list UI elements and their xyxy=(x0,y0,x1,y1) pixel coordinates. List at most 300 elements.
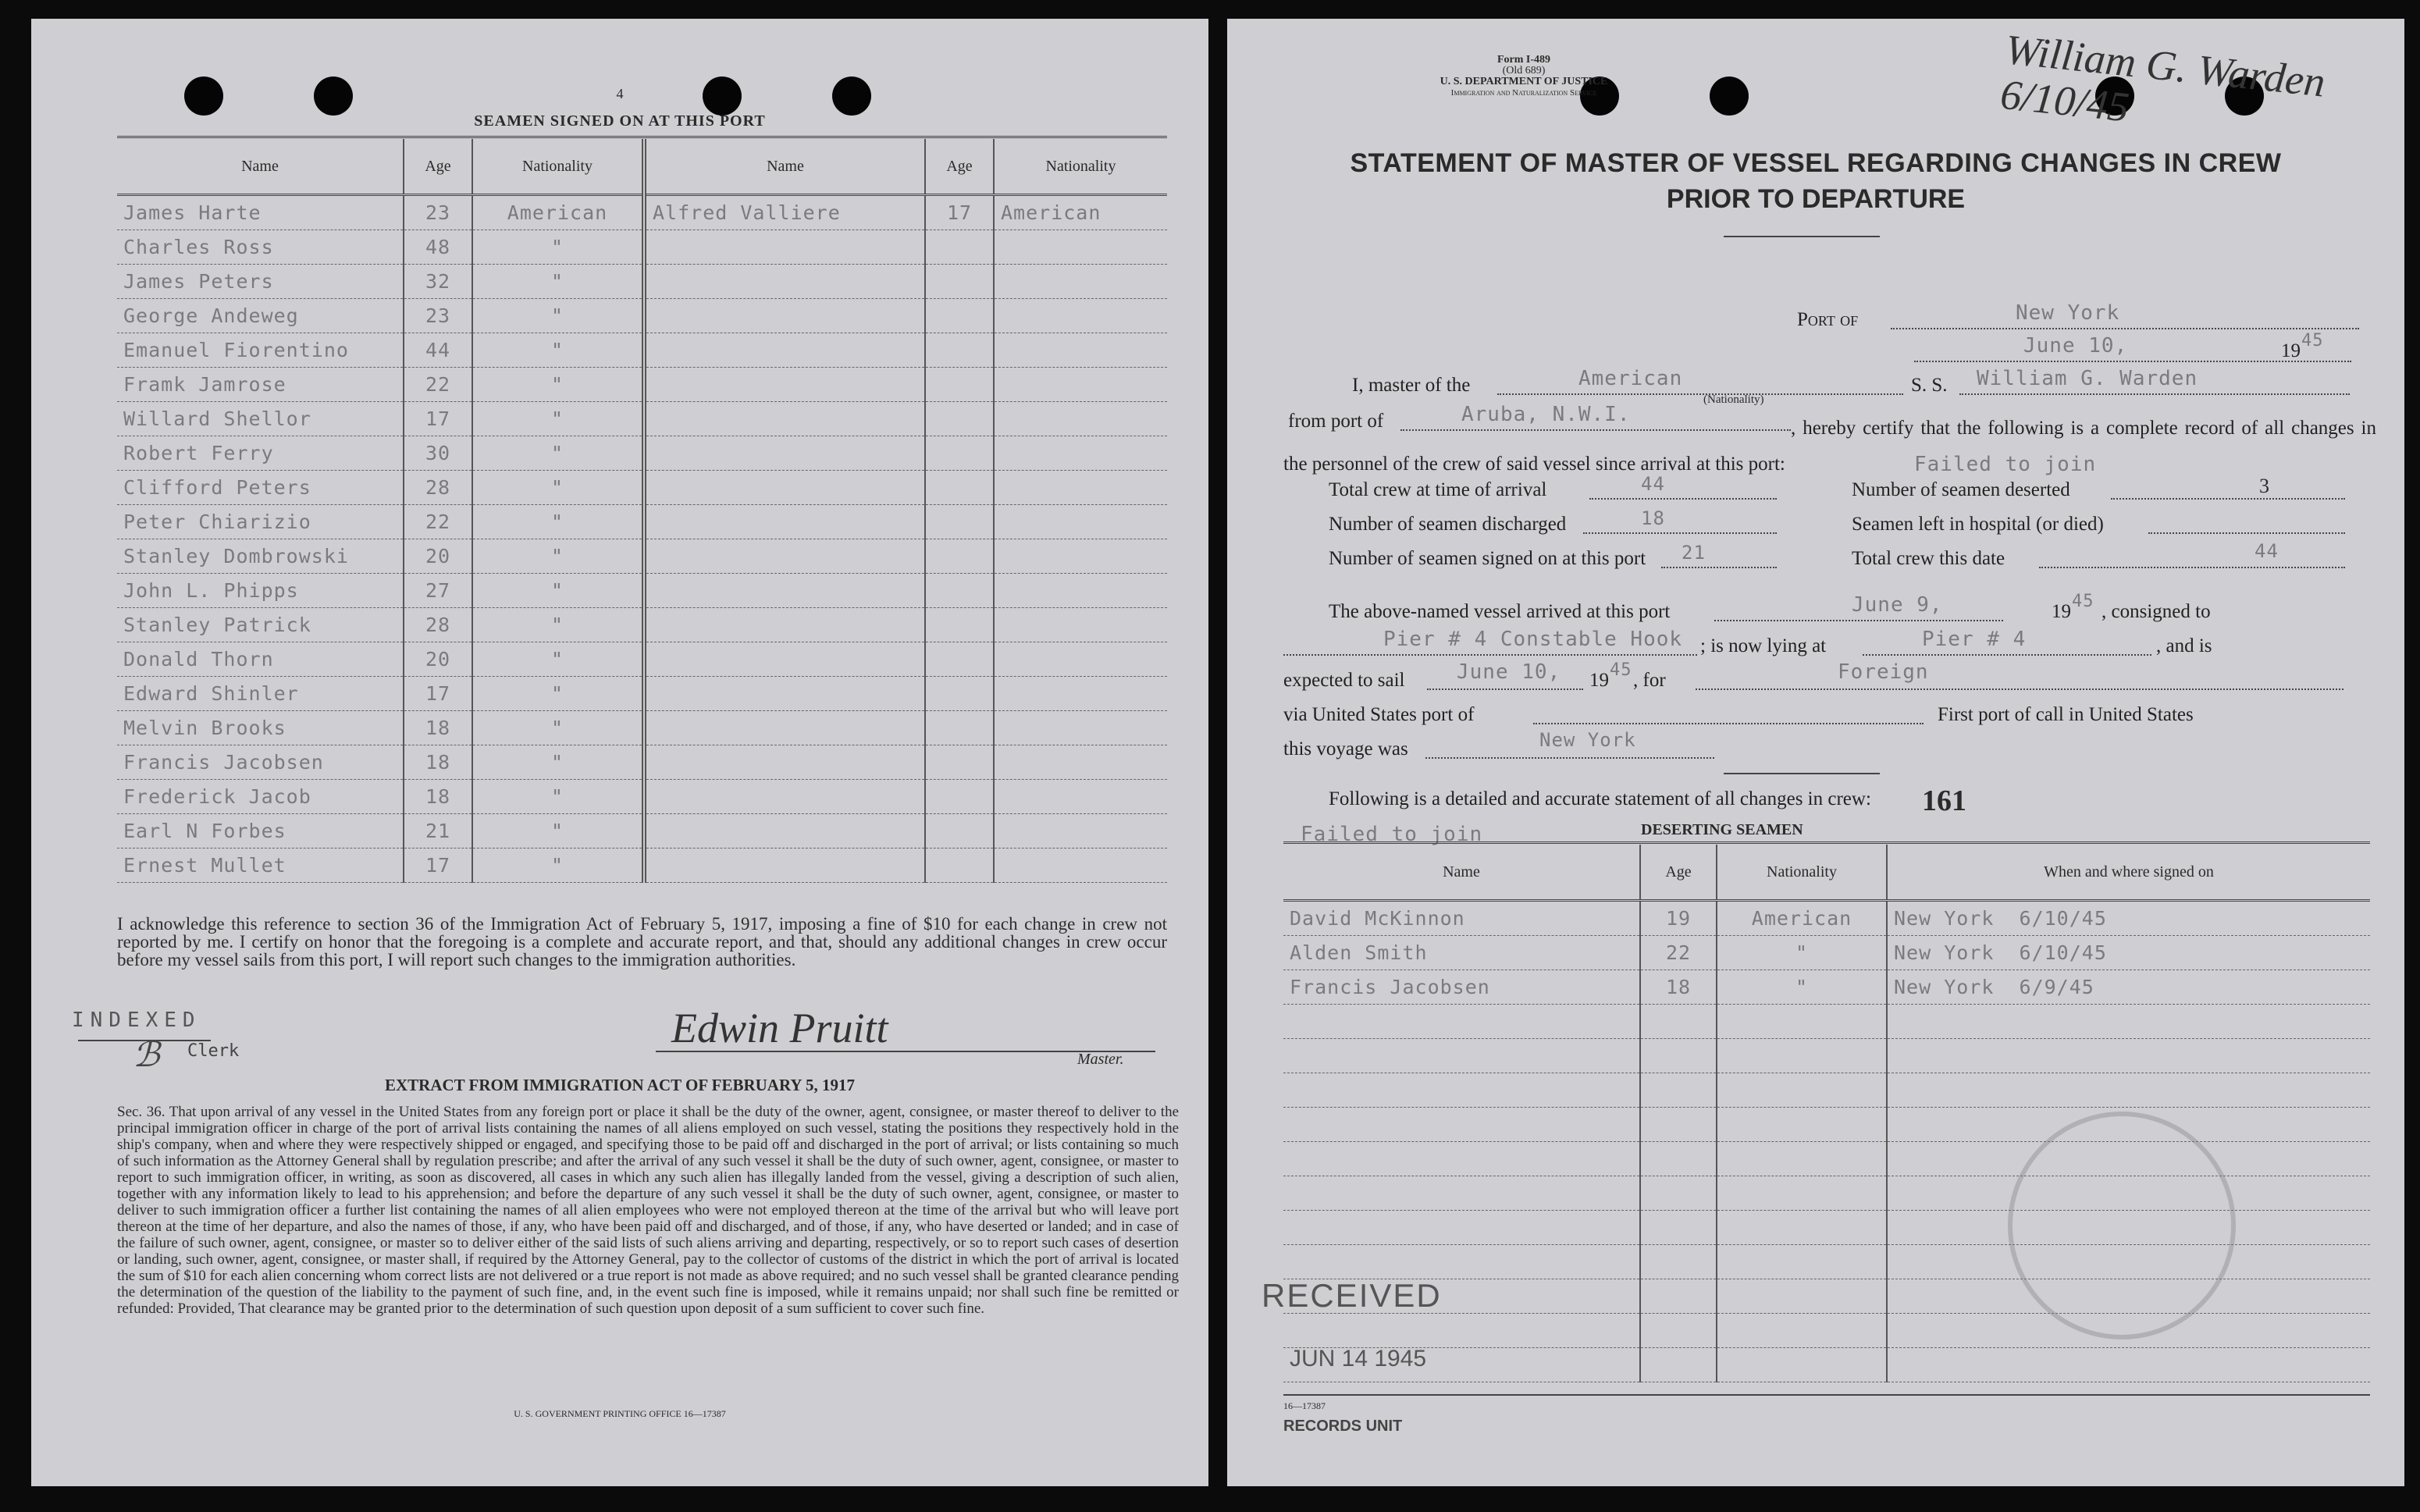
seaman-age xyxy=(925,368,994,402)
seaman-age xyxy=(925,505,994,539)
seaman-age: 20 xyxy=(404,642,472,677)
footer-rule xyxy=(1283,1394,2370,1396)
deserter-name xyxy=(1283,1314,1640,1348)
seaman-nationality xyxy=(994,299,1167,333)
table-row xyxy=(1283,970,2370,1005)
via-label: via United States port of xyxy=(1283,704,1475,725)
seaman-name: Donald Thorn xyxy=(117,642,404,677)
seaman-age: 48 xyxy=(404,230,472,265)
table-row xyxy=(117,368,1167,402)
seaman-name xyxy=(644,265,925,299)
signed-on-place: New York xyxy=(1894,941,1995,964)
seaman-nationality: " xyxy=(472,642,644,677)
seaman-age: 28 xyxy=(404,471,472,505)
form-header xyxy=(1407,55,1641,98)
seaman-nationality: " xyxy=(472,677,644,711)
deserter-name xyxy=(1283,1039,1640,1073)
seaman-nationality xyxy=(994,642,1167,677)
seaman-age xyxy=(925,333,994,368)
seaman-age xyxy=(925,230,994,265)
deserter-nationality xyxy=(1717,1005,1887,1039)
deserter-nationality xyxy=(1717,1176,1887,1211)
col-nationality: Nationality xyxy=(1717,845,1887,901)
via-line xyxy=(1533,723,1924,724)
seaman-age xyxy=(925,711,994,745)
seaman-age xyxy=(925,745,994,780)
deserter-name xyxy=(1283,1005,1640,1039)
deserter-age xyxy=(1640,1279,1717,1314)
col-nationality-2: Nationality xyxy=(994,139,1167,195)
total-crew-date-label: Total crew this date xyxy=(1852,548,2005,569)
seaman-name: Frederick Jacob xyxy=(117,780,404,814)
lying-line xyxy=(1863,654,2151,656)
seaman-nationality: American xyxy=(994,195,1167,230)
signed-on-date: 6/10/45 xyxy=(2019,907,2107,930)
consigned-value: Pier # 4 Constable Hook xyxy=(1383,628,1683,651)
seaman-name: Stanley Patrick xyxy=(117,608,404,642)
deserter-signed-on xyxy=(1887,901,2370,936)
seaman-nationality xyxy=(994,711,1167,745)
seaman-name: Stanley Dombrowski xyxy=(117,539,404,574)
seaman-age: 18 xyxy=(404,745,472,780)
table-row xyxy=(117,471,1167,505)
seaman-nationality xyxy=(994,368,1167,402)
deserter-name xyxy=(1283,1073,1640,1108)
signed-on-place: New York xyxy=(1894,976,1995,998)
total-crew-date-value: 44 xyxy=(2255,540,2279,562)
deserter-nationality xyxy=(1717,1142,1887,1176)
deserter-name xyxy=(1283,1211,1640,1245)
seaman-name xyxy=(644,333,925,368)
arrived-year: 45 xyxy=(2072,592,2094,611)
signed-on-date: 6/10/45 xyxy=(2019,941,2107,964)
stat-line xyxy=(1589,498,1777,500)
seaman-name: John L. Phipps xyxy=(117,574,404,608)
deserter-name: David McKinnon xyxy=(1283,901,1640,936)
seaman-nationality: " xyxy=(472,402,644,436)
table-row xyxy=(117,780,1167,814)
seaman-name xyxy=(644,711,925,745)
seaman-name: Edward Shinler xyxy=(117,677,404,711)
following-label: Following is a detailed and accurate statement of all changes in crew: xyxy=(1329,788,1871,809)
seaman-nationality: " xyxy=(472,230,644,265)
seaman-age xyxy=(925,265,994,299)
voyage-label: this voyage was xyxy=(1283,738,1408,760)
deserter-age xyxy=(1640,1245,1717,1279)
deserter-nationality xyxy=(1717,1211,1887,1245)
seaman-nationality: " xyxy=(472,814,644,848)
col-age-2: Age xyxy=(925,139,994,195)
clerk-label: Clerk xyxy=(187,1041,240,1061)
deserter-age xyxy=(1640,1176,1717,1211)
stat-line xyxy=(2148,532,2345,534)
table-row xyxy=(117,299,1167,333)
seaman-name xyxy=(644,677,925,711)
deserter-age: 18 xyxy=(1640,970,1717,1005)
seaman-nationality xyxy=(994,848,1167,883)
seaman-nationality: " xyxy=(472,265,644,299)
signed-on-date: 6/9/45 xyxy=(2019,976,2094,998)
title-rule xyxy=(1724,236,1880,237)
seaman-nationality: " xyxy=(472,711,644,745)
arrived-date: June 9, xyxy=(1852,593,1943,617)
seaman-age: 27 xyxy=(404,574,472,608)
deserter-name xyxy=(1283,1176,1640,1211)
seaman-nationality xyxy=(994,471,1167,505)
deserter-nationality: " xyxy=(1717,936,1887,970)
seaman-nationality xyxy=(994,265,1167,299)
seaman-nationality: " xyxy=(472,608,644,642)
seaman-nationality xyxy=(994,436,1167,471)
table-row xyxy=(117,265,1167,299)
nationality-value: American xyxy=(1578,367,1683,390)
seaman-nationality: " xyxy=(472,299,644,333)
certify-text: , hereby certify that the following is a complete record of all changes in the personnel of the crew of said vessel since arrival at this port: xyxy=(1283,418,2376,475)
total-crew-arrival-value: 44 xyxy=(1641,473,1665,495)
table-row xyxy=(1283,1348,2370,1382)
table-row xyxy=(117,677,1167,711)
col-name: Name xyxy=(117,139,404,195)
seaman-name: James Peters xyxy=(117,265,404,299)
seaman-name xyxy=(644,436,925,471)
deserter-signed-on xyxy=(1887,1348,2370,1382)
seaman-name: Melvin Brooks xyxy=(117,711,404,745)
arrived-line xyxy=(1714,620,2003,621)
col-age: Age xyxy=(1640,845,1717,901)
seaman-age: 18 xyxy=(404,711,472,745)
deserter-nationality: American xyxy=(1717,901,1887,936)
seaman-name xyxy=(644,230,925,265)
table-row xyxy=(1283,1073,2370,1108)
stat-line xyxy=(2111,498,2345,500)
table-row xyxy=(117,436,1167,471)
seaman-age xyxy=(925,642,994,677)
sail-date: June 10, xyxy=(1457,660,1561,684)
table-row xyxy=(117,505,1167,539)
arrived-year-prefix: 19 xyxy=(2052,601,2071,622)
deserter-nationality xyxy=(1717,1108,1887,1142)
deserter-nationality xyxy=(1717,1245,1887,1279)
seaman-age xyxy=(925,780,994,814)
seaman-age: 17 xyxy=(404,677,472,711)
table-row xyxy=(1283,1005,2370,1039)
deserter-signed-on xyxy=(1887,936,2370,970)
seaman-nationality: " xyxy=(472,368,644,402)
lying-label: ; is now lying at xyxy=(1700,635,1827,656)
year-prefix: 19 xyxy=(2281,340,2301,361)
deserter-nationality xyxy=(1717,1039,1887,1073)
seaman-name xyxy=(644,539,925,574)
seaman-age xyxy=(925,608,994,642)
ss-label: S. S. xyxy=(1911,375,1948,396)
deserted-label: Number of seamen deserted xyxy=(1852,479,2070,500)
received-stamp: RECEIVED xyxy=(1262,1277,1442,1314)
extract-title: EXTRACT FROM IMMIGRATION ACT OF FEBRUARY 5, 1917 xyxy=(384,1076,856,1094)
section-rule xyxy=(1724,773,1880,774)
seaman-age: 28 xyxy=(404,608,472,642)
table-row xyxy=(117,814,1167,848)
deserter-signed-on xyxy=(1887,1073,2370,1108)
col-nationality: Nationality xyxy=(472,139,644,195)
col-when-where: When and where signed on xyxy=(1887,845,2370,901)
form-title-line1: STATEMENT OF MASTER OF VESSEL REGARDING CHANGES IN CREW xyxy=(1350,148,2282,178)
deserting-table xyxy=(1283,845,2370,1382)
seaman-nationality xyxy=(994,333,1167,368)
signed-on-table xyxy=(117,139,1167,883)
number-161: 161 xyxy=(1922,784,1966,817)
seaman-name: Framk Jamrose xyxy=(117,368,404,402)
seaman-name xyxy=(644,642,925,677)
deserter-age: 19 xyxy=(1640,901,1717,936)
table-row xyxy=(117,848,1167,883)
deserting-top-rule xyxy=(1283,841,2370,844)
table-row xyxy=(1283,1314,2370,1348)
nationality-line xyxy=(1497,393,1903,395)
seaman-name: Ernest Mullet xyxy=(117,848,404,883)
deserting-note: Failed to join xyxy=(1301,823,1483,846)
seaman-age: 17 xyxy=(925,195,994,230)
seaman-age: 17 xyxy=(404,848,472,883)
seaman-name: Charles Ross xyxy=(117,230,404,265)
from-port-value: Aruba, N.W.I. xyxy=(1461,403,1631,426)
deserter-nationality xyxy=(1717,1073,1887,1108)
stat-line xyxy=(1583,532,1777,534)
clerk-initial: ℬ xyxy=(133,1036,160,1074)
seaman-age: 23 xyxy=(404,195,472,230)
deserted-value: 3 xyxy=(2259,475,2269,497)
seaman-name xyxy=(644,471,925,505)
for-label: , for xyxy=(1633,670,1666,691)
handwritten-vessel-note: William G. Warden 6/10/45 xyxy=(1998,26,2328,131)
deserter-signed-on xyxy=(1887,970,2370,1005)
printing-office: U. S. GOVERNMENT PRINTING OFFICE 16—17387 xyxy=(514,1408,726,1419)
master-label: Master. xyxy=(1077,1051,1124,1068)
table-row xyxy=(117,333,1167,368)
seaman-age xyxy=(925,402,994,436)
seaman-name xyxy=(644,814,925,848)
and-is-label: , and is xyxy=(2156,635,2212,656)
signed-on-place: New York xyxy=(1894,907,1995,930)
first-port-label: First port of call in United States xyxy=(1938,704,2194,725)
deserter-age: 22 xyxy=(1640,936,1717,970)
seaman-nationality: " xyxy=(472,848,644,883)
seaman-nationality: " xyxy=(472,471,644,505)
discharged-label: Number of seamen discharged xyxy=(1329,514,1567,535)
deserter-name: Alden Smith xyxy=(1283,936,1640,970)
seaman-age xyxy=(925,471,994,505)
deserter-age xyxy=(1640,1039,1717,1073)
deserter-age xyxy=(1640,1348,1717,1382)
total-crew-arrival-label: Total crew at time of arrival xyxy=(1329,479,1547,500)
seaman-nationality: " xyxy=(472,745,644,780)
received-date: JUN 14 1945 xyxy=(1290,1346,1427,1371)
indexed-stamp: INDEXED xyxy=(72,1009,201,1032)
seaman-name: George Andeweg xyxy=(117,299,404,333)
seaman-name xyxy=(644,745,925,780)
deserter-age xyxy=(1640,1211,1717,1245)
old-form-number: (Old 689) xyxy=(1502,65,1546,76)
records-unit-stamp: RECORDS UNIT xyxy=(1283,1418,1403,1435)
table-row xyxy=(1283,1108,2370,1142)
consigned-label: , consigned to xyxy=(2101,601,2211,622)
seaman-name xyxy=(644,574,925,608)
col-name-2: Name xyxy=(644,139,925,195)
seaman-nationality xyxy=(994,539,1167,574)
table-row xyxy=(117,230,1167,265)
seaman-nationality xyxy=(994,505,1167,539)
lying-value: Pier # 4 xyxy=(1922,628,2027,651)
right-page xyxy=(1227,19,2404,1486)
deserter-nationality xyxy=(1717,1348,1887,1382)
seaman-name xyxy=(644,848,925,883)
seaman-name xyxy=(644,505,925,539)
seaman-name: Clifford Peters xyxy=(117,471,404,505)
seaman-nationality: " xyxy=(472,539,644,574)
seaman-nationality xyxy=(994,230,1167,265)
seaman-nationality xyxy=(994,608,1167,642)
seaman-name xyxy=(644,368,925,402)
seaman-nationality: " xyxy=(472,505,644,539)
destination-line xyxy=(1696,688,2343,690)
seaman-age: 32 xyxy=(404,265,472,299)
seaman-age xyxy=(925,436,994,471)
seaman-name: Earl N Forbes xyxy=(117,814,404,848)
service: Immigration and Naturalization Service xyxy=(1450,88,1597,98)
sail-year: 45 xyxy=(1610,660,1632,680)
vessel-value: William G. Warden xyxy=(1977,367,2198,390)
port-line xyxy=(1891,328,2359,329)
seaman-name xyxy=(644,780,925,814)
nationality-caption: (Nationality) xyxy=(1703,393,1764,406)
master-of-label: I, master of the xyxy=(1352,375,1471,396)
seaman-name xyxy=(644,299,925,333)
left-page xyxy=(31,19,1208,1486)
seamen-signed-title: SEAMEN SIGNED ON AT THIS PORT xyxy=(474,112,766,130)
stat-line xyxy=(1661,567,1777,568)
punch-hole xyxy=(1710,76,1749,116)
col-name: Name xyxy=(1283,845,1640,901)
deserter-signed-on xyxy=(1887,1039,2370,1073)
table-row xyxy=(117,402,1167,436)
table-row xyxy=(1283,1039,2370,1073)
seaman-name: Robert Ferry xyxy=(117,436,404,471)
seaman-age: 20 xyxy=(404,539,472,574)
year-value: 45 xyxy=(2301,331,2324,350)
seaman-name: James Harte xyxy=(117,195,404,230)
signed-on-label: Number of seamen signed on at this port xyxy=(1329,548,1646,569)
deserter-name: Francis Jacobsen xyxy=(1283,970,1640,1005)
table-row xyxy=(117,642,1167,677)
table-row xyxy=(117,539,1167,574)
seaman-age xyxy=(925,539,994,574)
seaman-age: 21 xyxy=(404,814,472,848)
hospital-label: Seamen left in hospital (or died) xyxy=(1852,514,2104,535)
seaman-nationality xyxy=(994,402,1167,436)
seaman-age: 23 xyxy=(404,299,472,333)
seaman-nationality xyxy=(994,574,1167,608)
first-port-value: New York xyxy=(1539,729,1636,751)
seaman-name: Francis Jacobsen xyxy=(117,745,404,780)
seaman-nationality xyxy=(994,677,1167,711)
faded-seal-stamp xyxy=(2008,1112,2236,1339)
seaman-age: 18 xyxy=(404,780,472,814)
seaman-name: Emanuel Fiorentino xyxy=(117,333,404,368)
sail-year-prefix: 19 xyxy=(1589,670,1609,691)
table-row xyxy=(1283,901,2370,936)
seaman-age xyxy=(925,574,994,608)
seaman-age: 44 xyxy=(404,333,472,368)
seaman-nationality: " xyxy=(472,333,644,368)
seaman-age xyxy=(925,848,994,883)
seaman-nationality xyxy=(994,745,1167,780)
page-number: 4 xyxy=(616,86,624,101)
master-signature: Edwin Pruitt xyxy=(671,1005,888,1051)
seaman-age: 22 xyxy=(404,505,472,539)
seaman-nationality: " xyxy=(472,574,644,608)
table-row xyxy=(117,574,1167,608)
voyage-line xyxy=(1425,757,1714,759)
seaman-name: Peter Chiarizio xyxy=(117,505,404,539)
form-title-line2: PRIOR TO DEPARTURE xyxy=(1666,184,1966,214)
table-top-rule xyxy=(117,136,1167,138)
table-row xyxy=(117,745,1167,780)
seaman-age xyxy=(925,814,994,848)
deserter-nationality: " xyxy=(1717,970,1887,1005)
deserter-nationality xyxy=(1717,1279,1887,1314)
acknowledgment-text: I acknowledge this reference to section 36 of the Immigration Act of February 5, 1917, imposing a fine of $10 for each change in crew not reported by me. I certify on honor that the foregoing is a complete and accurate report, and that, should any additional changes in crew occur before my vessel sails from this port, I will report such changes to the immigration authorities. xyxy=(117,914,1167,969)
date-value: June 10, xyxy=(2023,334,2128,358)
seaman-age xyxy=(925,299,994,333)
deserter-age xyxy=(1640,1005,1717,1039)
seaman-age: 22 xyxy=(404,368,472,402)
sail-date-line xyxy=(1427,688,1583,690)
seaman-age: 30 xyxy=(404,436,472,471)
deserter-signed-on xyxy=(1887,1005,2370,1039)
port-value: New York xyxy=(2016,301,2120,325)
seaman-age xyxy=(925,677,994,711)
deserter-age xyxy=(1640,1314,1717,1348)
seaman-age: 17 xyxy=(404,402,472,436)
seaman-name: Alfred Valliere xyxy=(644,195,925,230)
seaman-nationality: " xyxy=(472,436,644,471)
form-number: Form I-489 xyxy=(1496,54,1551,66)
deserter-nationality xyxy=(1717,1314,1887,1348)
expected-label: expected to sail xyxy=(1283,670,1405,691)
seaman-name: Willard Shellor xyxy=(117,402,404,436)
table-row xyxy=(117,711,1167,745)
table-row xyxy=(1283,936,2370,970)
col-age: Age xyxy=(404,139,472,195)
deserter-name xyxy=(1283,1108,1640,1142)
destination-value: Foreign xyxy=(1838,660,1929,684)
from-port-label: from port of xyxy=(1288,411,1384,432)
seaman-name xyxy=(644,402,925,436)
seaman-nationality: " xyxy=(472,780,644,814)
vessel-line xyxy=(1959,393,2350,395)
seaman-name xyxy=(644,608,925,642)
seaman-nationality xyxy=(994,780,1167,814)
deserter-age xyxy=(1640,1073,1717,1108)
seaman-nationality xyxy=(994,814,1167,848)
seaman-nationality: American xyxy=(472,195,644,230)
consigned-line xyxy=(1283,654,1697,656)
deserter-age xyxy=(1640,1142,1717,1176)
failed-to-join-note: Failed to join xyxy=(1914,453,2097,476)
department: U. S. DEPARTMENT OF JUSTICE xyxy=(1440,76,1608,87)
arrived-label: The above-named vessel arrived at this port xyxy=(1329,601,1671,622)
deserter-name xyxy=(1283,1142,1640,1176)
extract-text: Sec. 36. That upon arrival of any vessel in the United States from any foreign port or place it shall be the duty of the owner, agent, consignee, or master thereof to deliver to the principal immigration officer in charge of the port of arrival lists containing the names of all aliens employed on such vessel, stating the positions they respectively hold in the ship's company, when and where they were respectively shipped or engaged, and specifying those to be paid off and discharged in the port of arrival; or lists containing so much of such information as the Attorney General shall by regulation prescribe; and after the arrival of any such vessel it shall be the duty of such owner, agent, consignee, or master to report to such immigration officer, in writing, as soon as discovered, all cases in which any such alien has illegally landed from the vessel, giving a description of such alien, together with any information likely to lead to his apprehension; and before the departure of any such vessel it shall be the duty of such owner, agent, consignee, or master to deliver to such immigration officer a further list containing the names of all alien employees who were not employed thereon at the time of the arrival but who will leave port thereon at the time of her departure, and also the names of those, if any, who have been paid off and discharged, and of those, if any, who have deserted or landed; and in case of the failure of such owner, agent, consignee, or master so to deliver either of the said lists of such aliens arriving and departing, respectively, or so to report such cases of desertion or landing, such owner, agent, consignee, or master shall, if required by the Attorney General, pay to the collector of customs of the district in which the port of arrival is located the sum of $10 for each alien concerning whom correct lists are not delivered or a true report is not made as above required; and no such vessel shall be granted clearance pending the determination of the question of the liability to the payment of such fine, and, in the event such fine is imposed, while it remains unpaid; nor shall such fine be remitted or refunded: Provided, That clearance may be granted prior to the determination of such question upon deposit of a sum sufficient to cover such fine. xyxy=(117,1104,1179,1317)
